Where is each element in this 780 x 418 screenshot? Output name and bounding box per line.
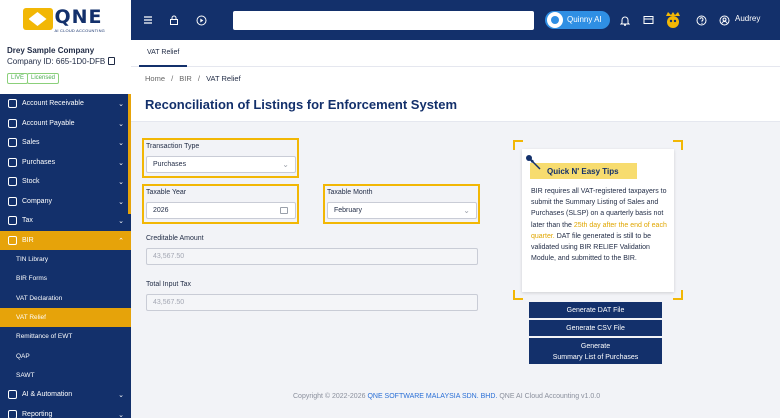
sales-icon: [8, 138, 17, 147]
calendar-icon[interactable]: [280, 207, 288, 214]
frame-corner: [673, 140, 683, 150]
tips-text-2: DAT file generated is still to be validated using BIR RELIEF Validation Module, and submitted to the BIR.: [531, 232, 651, 263]
total-input-tax-value: 43,567.50: [153, 299, 185, 306]
sidebar-item-account-payable[interactable]: [0, 114, 131, 134]
tips-text-1: BIR requires all VAT-registered taxpayers to submit the Summary Listing of Sales and Purchases (SLSP) on a quarterly basis not later than the: [531, 188, 667, 229]
sidebar-item-label: Stock: [22, 178, 40, 186]
sidebar-subitem-bir-forms[interactable]: BIR Forms: [0, 269, 131, 288]
tips-deadline: 25th day after the end of each quarter.: [531, 221, 667, 240]
tax-icon: [8, 216, 17, 225]
chevron-down-icon: ⌄: [118, 159, 124, 167]
taxable-year-field[interactable]: [146, 202, 296, 219]
frame-corner: [673, 290, 683, 300]
play-circle-icon[interactable]: [193, 12, 209, 28]
sidebar-subitem-qap[interactable]: QAP: [0, 346, 131, 365]
reporting-icon: [8, 410, 17, 418]
sidebar-item-label: BIR: [22, 236, 34, 244]
company-id: [7, 57, 115, 66]
logo-subtext: AI CLOUD ACCOUNTING: [54, 28, 105, 33]
chevron-down-icon: ⌄: [118, 218, 124, 225]
tab-vat-relief[interactable]: VAT Relief: [139, 40, 187, 67]
generate-csv-button[interactable]: Generate CSV File: [529, 320, 662, 336]
wallet-icon[interactable]: [640, 12, 656, 28]
tips-body: [531, 186, 671, 264]
chevron-down-icon: ⌄: [118, 179, 124, 186]
breadcrumb-bir[interactable]: BIR: [179, 74, 192, 83]
chevron-down-icon: ⌄: [118, 392, 124, 400]
sidebar-item-label: Account Receivable: [22, 100, 84, 108]
stock-icon: [8, 177, 17, 186]
breadcrumb-separator: /: [197, 74, 200, 83]
chevron-down-icon: ⌄: [118, 101, 124, 108]
breadcrumb-current: VAT Relief: [206, 74, 241, 83]
chevron-up-icon: ⌃: [118, 237, 124, 245]
bir-icon: [8, 236, 17, 245]
footer: [293, 393, 600, 400]
sidebar-item-label: Company: [22, 197, 52, 205]
chevron-down-icon: ⌄: [282, 160, 289, 169]
sidebar-item-label: Tax: [22, 217, 33, 225]
logo-area[interactable]: [0, 0, 131, 40]
logo-mark-icon: [23, 8, 53, 30]
company-name: Drey Sample Company: [7, 46, 95, 55]
creditable-amount-value: 43,567.50: [153, 253, 185, 260]
pin-icon: [523, 152, 543, 172]
search-input[interactable]: [233, 11, 534, 30]
sidebar: [0, 40, 131, 418]
qne-logo: [23, 6, 109, 34]
quinny-avatar-icon: [547, 12, 563, 28]
user-icon[interactable]: [716, 12, 732, 28]
sidebar-subitem-vat-relief[interactable]: VAT Relief: [0, 308, 131, 327]
quinny-ai-label: Quinny AI: [567, 15, 602, 24]
tips-title: Quick N' Easy Tips: [547, 167, 619, 176]
creditable-amount-label: Creditable Amount: [146, 235, 204, 242]
taxable-month-select[interactable]: [327, 202, 477, 219]
sidebar-item-label: AI & Automation: [22, 391, 73, 399]
company-id-text: Company ID: 665-1D0-DFB: [7, 57, 106, 66]
company-icon: [8, 197, 17, 206]
sidebar-item-reporting[interactable]: [0, 405, 131, 418]
taxable-month-value: February: [334, 207, 363, 214]
payable-icon: [8, 119, 17, 128]
sidebar-nav: [0, 94, 131, 418]
sidebar-item-bir[interactable]: [0, 231, 131, 251]
help-icon[interactable]: [693, 12, 709, 28]
sidebar-item-tax[interactable]: [0, 211, 131, 231]
sidebar-item-purchases[interactable]: [0, 153, 131, 173]
lock-icon[interactable]: [166, 12, 182, 28]
licensed-badge: Licensed: [27, 73, 59, 84]
footer-company-link[interactable]: QNE SOFTWARE MALAYSIA SDN. BHD.: [367, 393, 498, 400]
generate-summary-button[interactable]: [529, 338, 662, 364]
footer-version: QNE AI Cloud Accounting v1.0.0: [499, 393, 601, 400]
breadcrumb-separator: /: [171, 74, 174, 83]
total-input-tax-label: Total Input Tax: [146, 281, 192, 288]
live-badge: LIVE: [7, 73, 28, 84]
sidebar-subitem-vat-declaration[interactable]: VAT Declaration: [0, 289, 131, 308]
generate-dat-button[interactable]: Generate DAT File: [529, 302, 662, 318]
creditable-amount-field: [146, 248, 478, 265]
tab-strip: [131, 40, 780, 67]
footer-copyright: Copyright © 2022-2026: [293, 393, 366, 400]
page-title: Reconciliation of Listings for Enforcement System: [145, 97, 458, 112]
chevron-down-icon: ⌄: [118, 411, 124, 418]
chevron-down-icon: ⌄: [118, 198, 124, 206]
sidebar-item-label: Reporting: [22, 410, 53, 418]
bell-icon[interactable]: [617, 12, 633, 28]
sidebar-item-stock[interactable]: [0, 172, 131, 192]
copy-icon[interactable]: [108, 57, 115, 65]
transaction-type-label: Transaction Type: [146, 143, 200, 150]
sidebar-item-label: Account Payable: [22, 119, 75, 127]
receivable-icon: [8, 99, 17, 108]
chevron-down-icon: ⌄: [118, 120, 124, 128]
taxable-month-label: Taxable Month: [327, 189, 373, 196]
sidebar-item-ai-automation[interactable]: [0, 385, 131, 405]
sidebar-subitem-tin-library[interactable]: TIN Library: [0, 250, 131, 269]
sidebar-subitem-remittance-ewt[interactable]: Remittance of EWT: [0, 327, 131, 346]
logo-text: QNE: [54, 6, 103, 28]
automation-icon: [8, 390, 17, 399]
top-bar: [0, 0, 780, 40]
sidebar-item-label: Purchases: [22, 158, 56, 166]
sidebar-item-company[interactable]: [0, 192, 131, 212]
sidebar-subitem-sawt[interactable]: SAWT: [0, 366, 131, 385]
sidebar-item-sales[interactable]: [0, 133, 131, 153]
breadcrumb: [145, 74, 245, 83]
breadcrumb-home[interactable]: Home: [145, 74, 166, 83]
transaction-type-select[interactable]: [146, 156, 296, 173]
transaction-type-value: Purchases: [153, 161, 187, 168]
quinny-ai-button[interactable]: [545, 11, 610, 29]
user-name[interactable]: Audrey: [735, 14, 761, 23]
taxable-year-value: 2026: [153, 207, 169, 214]
menu-icon[interactable]: [140, 12, 156, 28]
total-input-tax-field: [146, 294, 478, 311]
purchases-icon: [8, 158, 17, 167]
chevron-down-icon: ⌄: [463, 206, 470, 215]
sidebar-item-label: Sales: [22, 139, 40, 147]
taxable-year-label: Taxable Year: [146, 189, 187, 196]
sidebar-item-account-receivable[interactable]: [0, 94, 131, 114]
generate-summary-label-2: Summary List of Purchases: [552, 354, 639, 361]
mascot-icon[interactable]: [662, 9, 684, 31]
company-card[interactable]: [0, 40, 131, 94]
chevron-down-icon: ⌄: [118, 140, 124, 147]
generate-summary-label-1: Generate: [580, 343, 611, 350]
